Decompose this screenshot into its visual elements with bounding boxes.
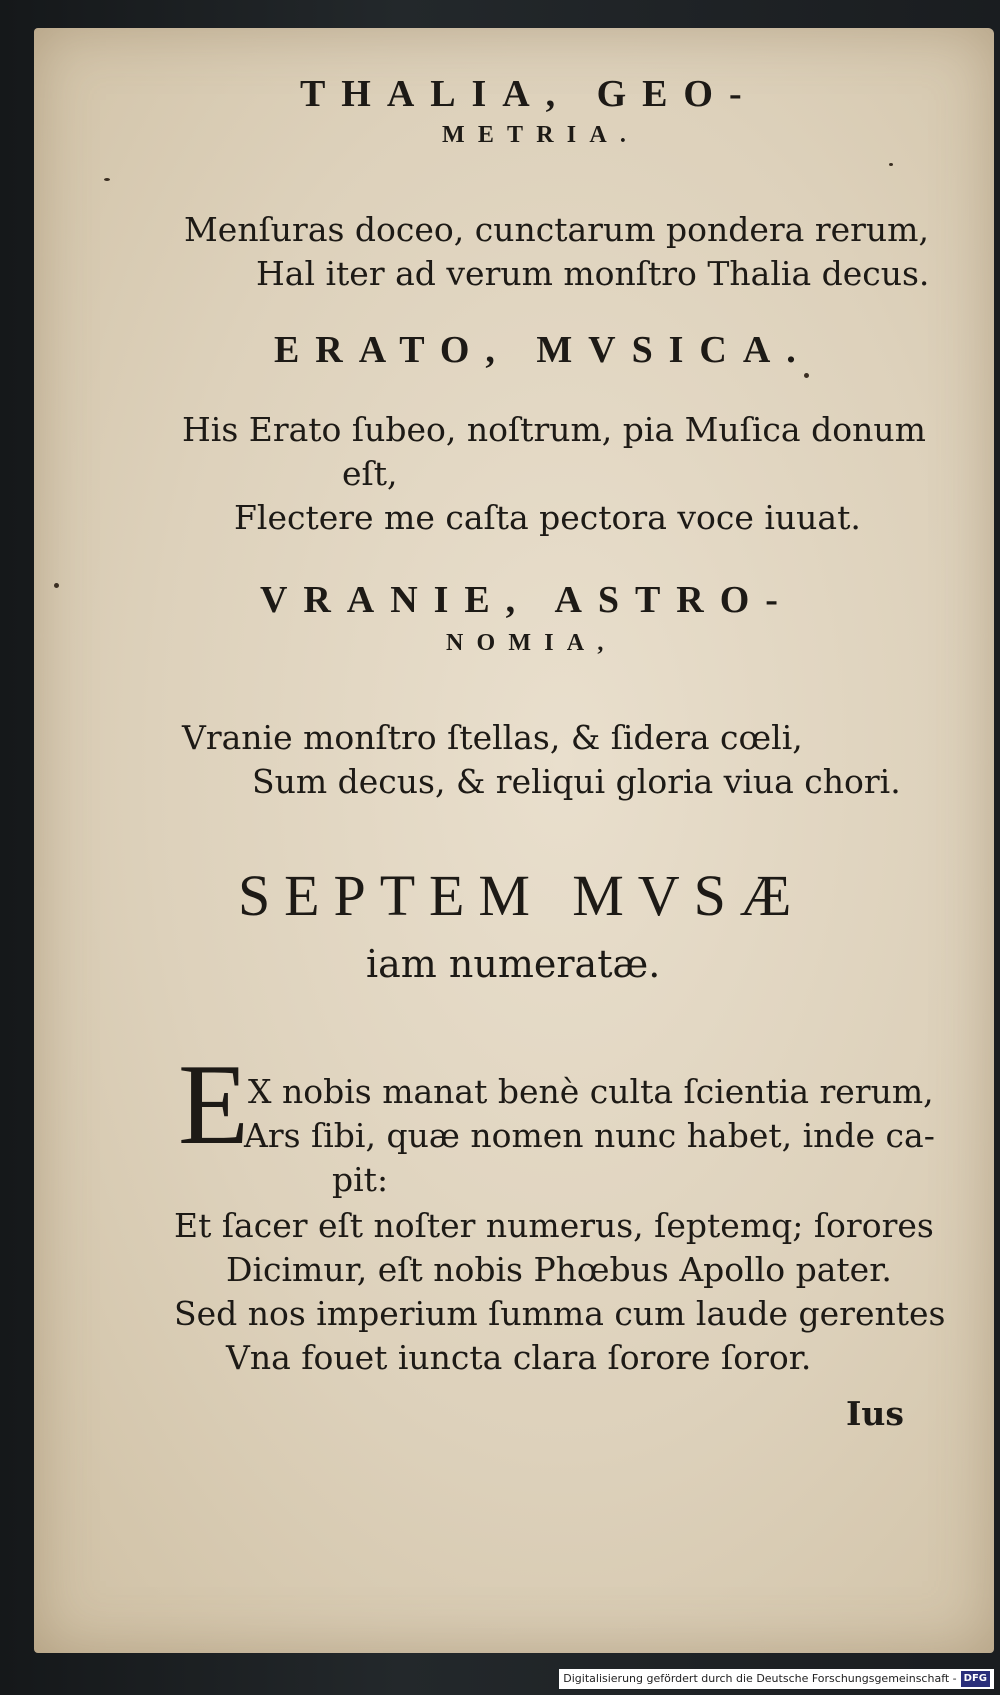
verse-line: Sum decus, & reliqui gloria viua chori. [252,762,901,801]
verse-line: pit: [332,1160,389,1199]
verse-line: His Erato ſubeo, noſtrum, pia Muſica donum [182,410,926,449]
verse-line: eſt, [342,454,398,493]
verse-line: Hal iter ad verum monſtro Thalia decus. [256,254,930,293]
verse-line: Et ſacer eſt noſter numerus, ſeptemq; ſorores [174,1206,934,1245]
verse-line: Ars ſibi, quæ nomen nunc habet, inde ca- [244,1116,935,1155]
paper-speck [54,583,59,588]
heading-thalia-line2: METRIA. [442,122,640,148]
verse-line: Dicimur, eſt nobis Phœbus Apollo pater. [226,1250,892,1289]
digitization-footer [559,1669,994,1689]
heading-urania-line1: VRANIE, ASTRO- [260,579,794,621]
footer-text: Digitalisierung gefördert durch die Deutsche Forschungsgemeinschaft - [563,1672,957,1685]
heading-numeratae: iam numeratæ. [366,942,661,986]
dfg-logo-icon: DFG [961,1671,990,1687]
paper-speck [889,163,893,166]
verse-line: Vna fouet iuncta clara ſorore ſoror. [226,1338,812,1377]
verse-line: Sed nos imperium ſumma cum laude gerentes [174,1294,946,1333]
paper-speck [804,373,809,378]
verse-line: X nobis manat benè culta ſcientia rerum, [248,1072,934,1111]
catchword: Ius [846,1394,905,1433]
heading-thalia-line1: THALIA, GEO- [300,73,758,115]
paper-speck [104,178,110,181]
verse-line: Flectere me caſta pectora voce iuuat. [234,498,861,537]
drop-cap: E [178,1041,249,1169]
heading-septem-musae: SEPTEM MVSÆ [238,863,806,928]
verse-line: Menſuras doceo, cunctarum pondera rerum, [184,210,929,249]
heading-urania-line2: NOMIA, [446,630,617,656]
verse-line: Vranie monſtro ſtellas, & ſidera cœli, [182,718,803,757]
heading-erato: ERATO, MVSICA. [274,329,812,371]
